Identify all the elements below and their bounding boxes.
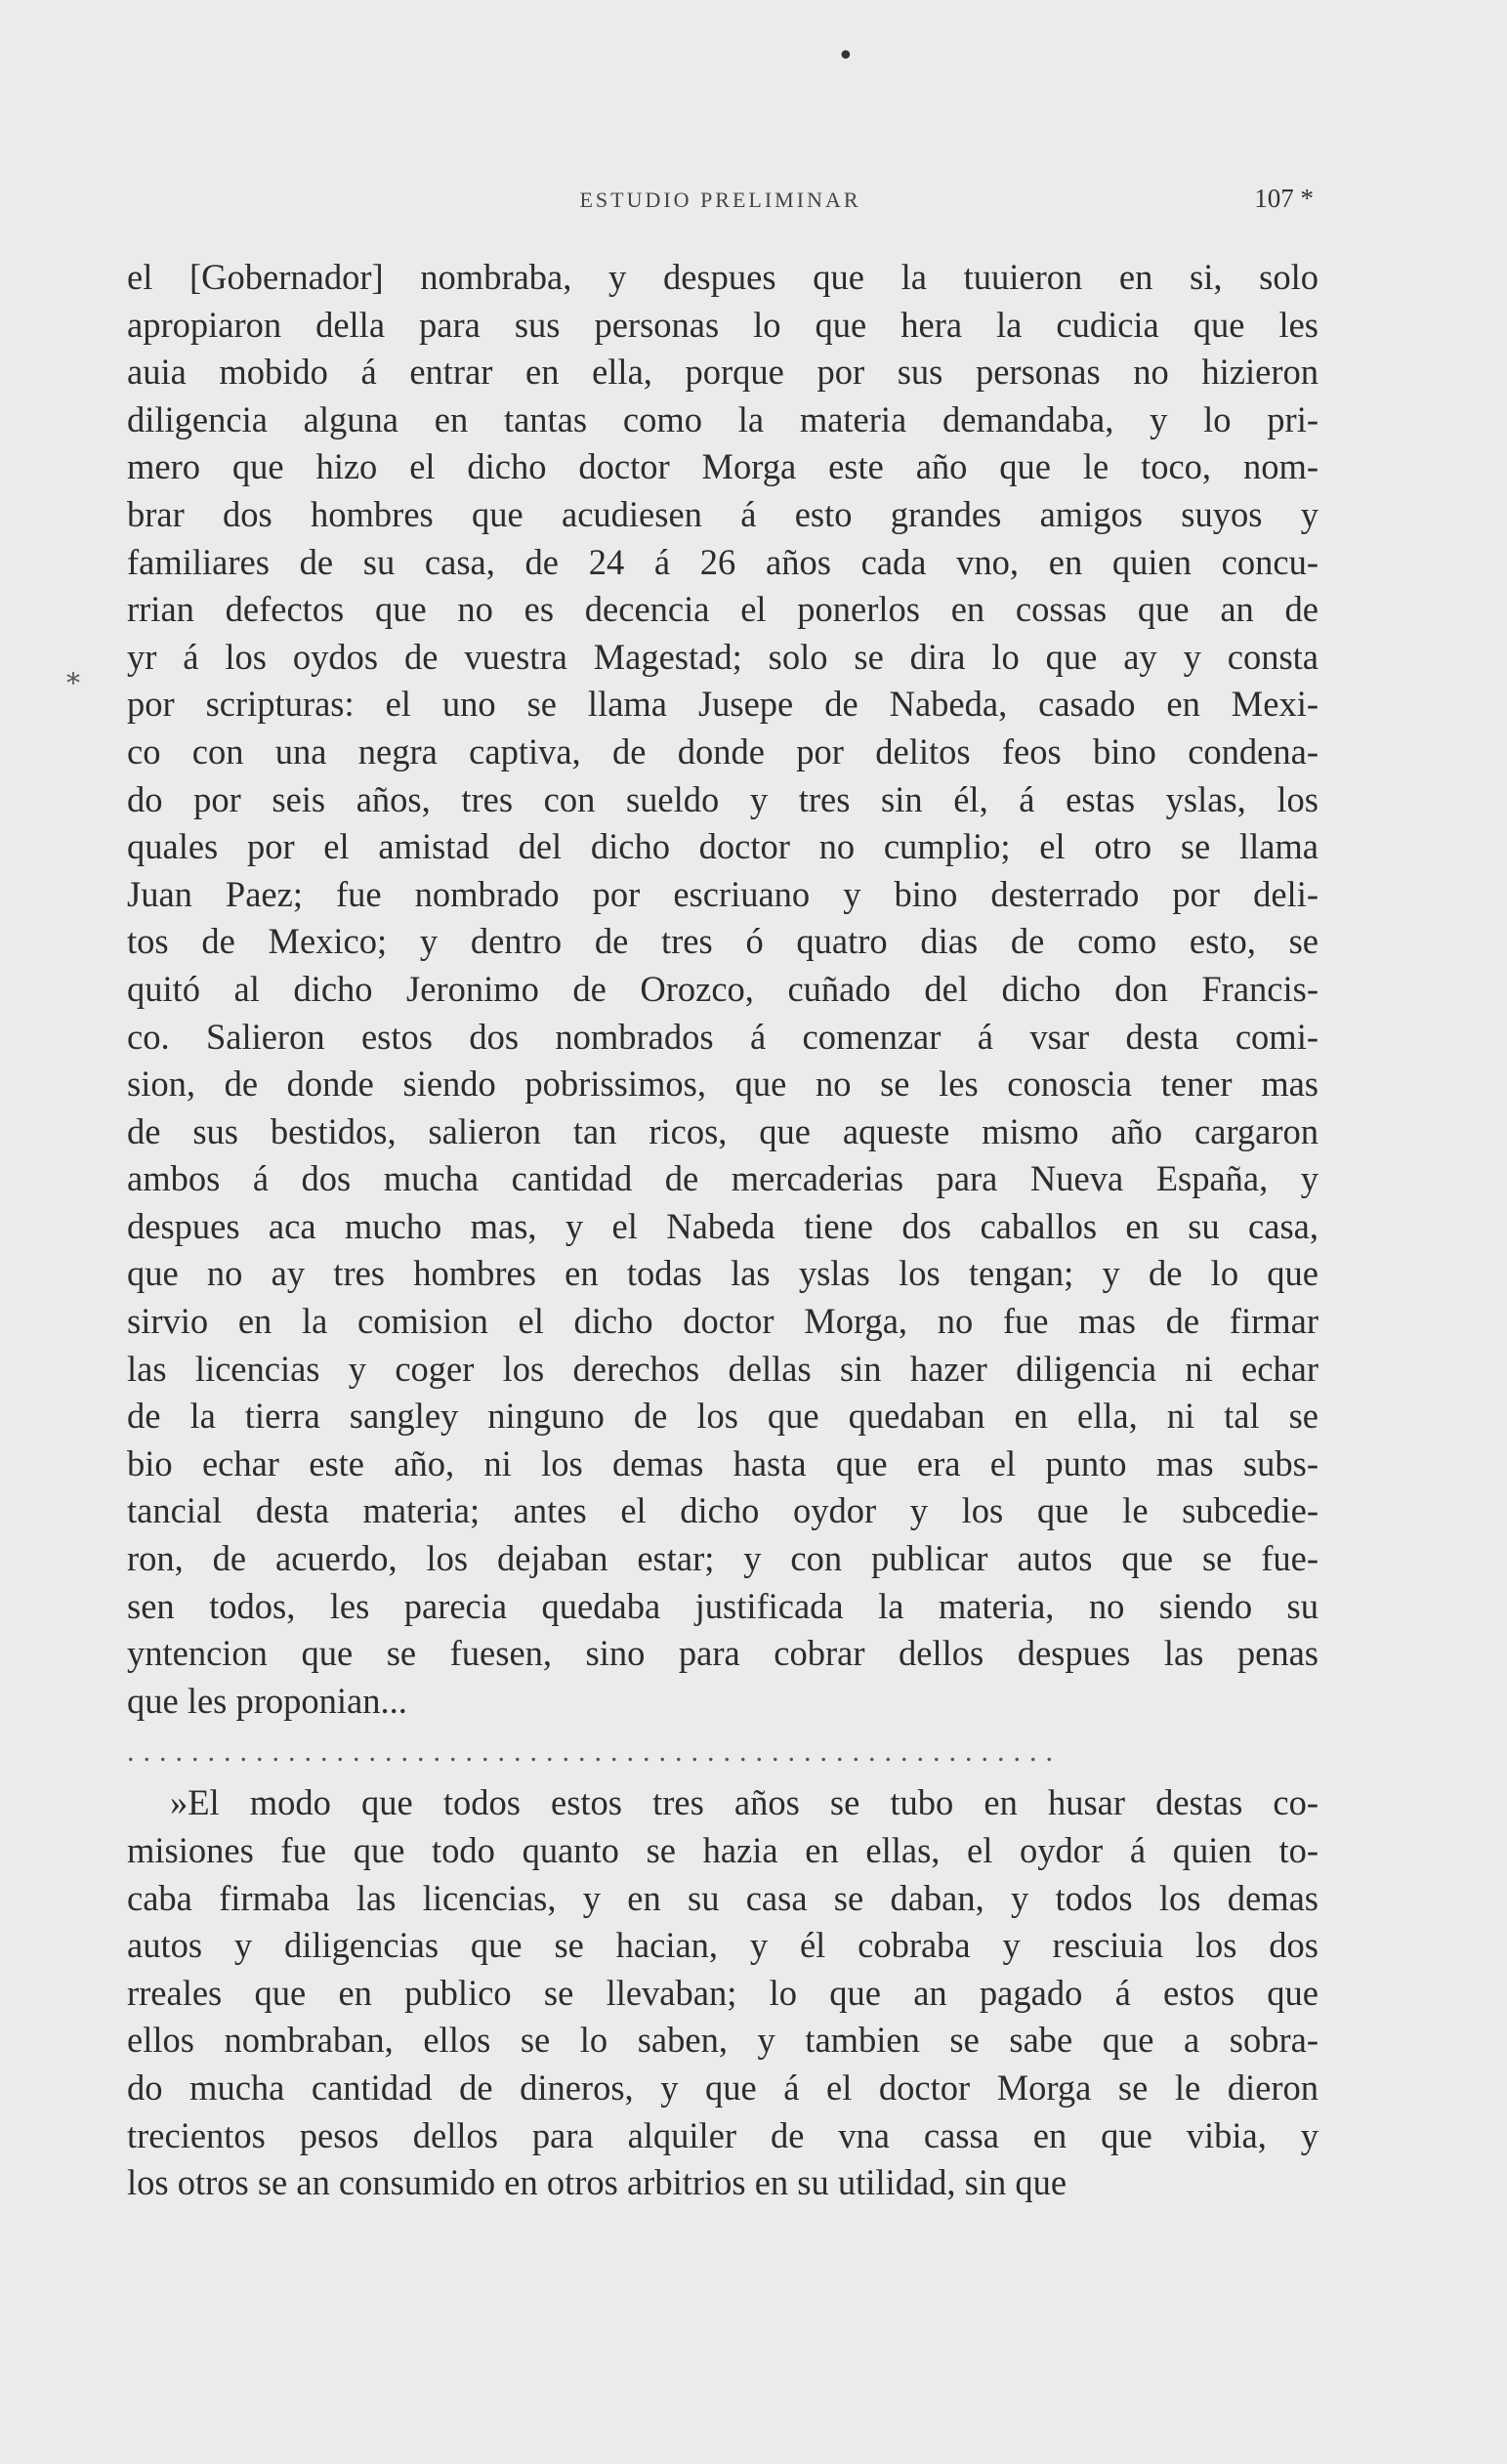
text-line: despues aca mucho mas, y el Nabeda tiene dos caballos en su casa, — [127, 1205, 1319, 1246]
text-line: co. Salieron estos dos nombrados á comenzar á vsar desta comi- — [127, 1016, 1319, 1057]
text-line: quales por el amistad del dicho doctor no cumplio; el otro se llama — [127, 826, 1319, 867]
text-line: ambos á dos mucha cantidad de mercaderias para Nueva España, y — [127, 1158, 1319, 1199]
text-line: los otros se an consumido en otros arbitrios en su utilidad, sin que — [127, 2162, 1067, 2203]
page-header — [127, 184, 1314, 221]
text-line: misiones fue que todo quanto se hazia en ellas, el oydor á quien to- — [127, 1830, 1319, 1870]
text-line: Juan Paez; fue nombrado por escriuano y bino desterrado por deli- — [127, 873, 1319, 914]
text-line: trecientos pesos dellos para alquiler de vna cassa en que vibia, y — [127, 2114, 1319, 2155]
top-mark: • — [837, 39, 855, 73]
text-line: mero que hizo el dicho doctor Morga este año que le toco, nom- — [127, 446, 1319, 487]
text-line: por scripturas: el uno se llama Jusepe de Nabeda, casado en Mexi- — [127, 684, 1319, 725]
margin-asterisk: * — [66, 667, 80, 699]
text-line: do mucha cantidad de dineros, y que á el doctor Morga se le dieron — [127, 2067, 1319, 2108]
text-line: ron, de acuerdo, los dejaban estar; y con publicar autos que se fue- — [127, 1538, 1319, 1579]
running-head: ESTUDIO PRELIMINAR — [579, 188, 861, 212]
text-line: rreales que en publico se llevaban; lo que an pagado á estos que — [127, 1972, 1319, 2013]
text-line: co con una negra captiva, de donde por delitos feos bino condena- — [127, 731, 1319, 772]
text-line: apropiaron della para sus personas lo que hera la cudicia que les — [127, 304, 1319, 345]
text-line: diligencia alguna en tantas como la materia demandaba, y lo pri- — [127, 398, 1319, 439]
ellipsis-row: .......................................................... — [127, 1735, 1062, 1769]
text-line: yr á los oydos de vuestra Magestad; solo se dira lo que ay y consta — [127, 636, 1319, 677]
text-line: familiares de su casa, de 24 á 26 años cada vno, en quien concu- — [127, 541, 1319, 582]
text-line: que no ay tres hombres en todas las yslas los tengan; y de lo que — [127, 1253, 1319, 1294]
text-line: el [Gobernador] nombraba, y despues que la tuuieron en si, solo — [127, 257, 1319, 297]
text-line: sirvio en la comision el dicho doctor Morga, no fue mas de firmar — [127, 1301, 1319, 1342]
text-line: las licencias y coger los derechos dellas sin hazer diligencia ni echar — [127, 1348, 1319, 1389]
text-line: bio echar este año, ni los demas hasta que era el punto mas subs- — [127, 1442, 1319, 1483]
text-line: »El modo que todos estos tres años se tubo en husar destas co- — [170, 1782, 1319, 1823]
text-line: yntencion que se fuesen, sino para cobrar dellos despues las penas — [127, 1633, 1319, 1674]
text-line: autos y diligencias que se hacian, y él cobraba y resciuia los dos — [127, 1925, 1319, 1966]
text-line: brar dos hombres que acudiesen á esto grandes amigos suyos y — [127, 493, 1319, 534]
text-line: quitó al dicho Jeronimo de Orozco, cuñado del dicho don Francis- — [127, 968, 1319, 1009]
paragraph-1 — [127, 254, 1319, 1725]
text-line: sion, de donde siendo pobrissimos, que no se les conoscia tener mas — [127, 1064, 1319, 1105]
text-line: ellos nombraban, ellos se lo saben, y tambien se sabe que a sobra- — [127, 2020, 1319, 2061]
text-line: rrian defectos que no es decencia el ponerlos en cossas que an de — [127, 589, 1319, 630]
text-line: auia mobido á entrar en ella, porque por sus personas no hizieron — [127, 352, 1319, 393]
paragraph-2 — [127, 1779, 1319, 2206]
text-line: de sus bestidos, salieron tan ricos, que aqueste mismo año cargaron — [127, 1110, 1319, 1151]
text-line: caba firmaba las licencias, y en su casa se daban, y todos los demas — [127, 1877, 1319, 1918]
text-line: tos de Mexico; y dentro de tres ó quatro dias de como esto, se — [127, 921, 1319, 962]
page-number: 107 * — [1254, 184, 1314, 213]
text-line: tancial desta materia; antes el dicho oydor y los que le subcedie- — [127, 1490, 1319, 1531]
text-line: do por seis años, tres con sueldo y tres sin él, á estas yslas, los — [127, 778, 1319, 819]
body-text — [127, 254, 1319, 2207]
text-line: de la tierra sangley ninguno de los que quedaban en ella, ni tal se — [127, 1396, 1319, 1437]
text-line: sen todos, les parecia quedaba justificada la materia, no siendo su — [127, 1585, 1319, 1626]
text-line: que les proponian... — [127, 1680, 407, 1721]
